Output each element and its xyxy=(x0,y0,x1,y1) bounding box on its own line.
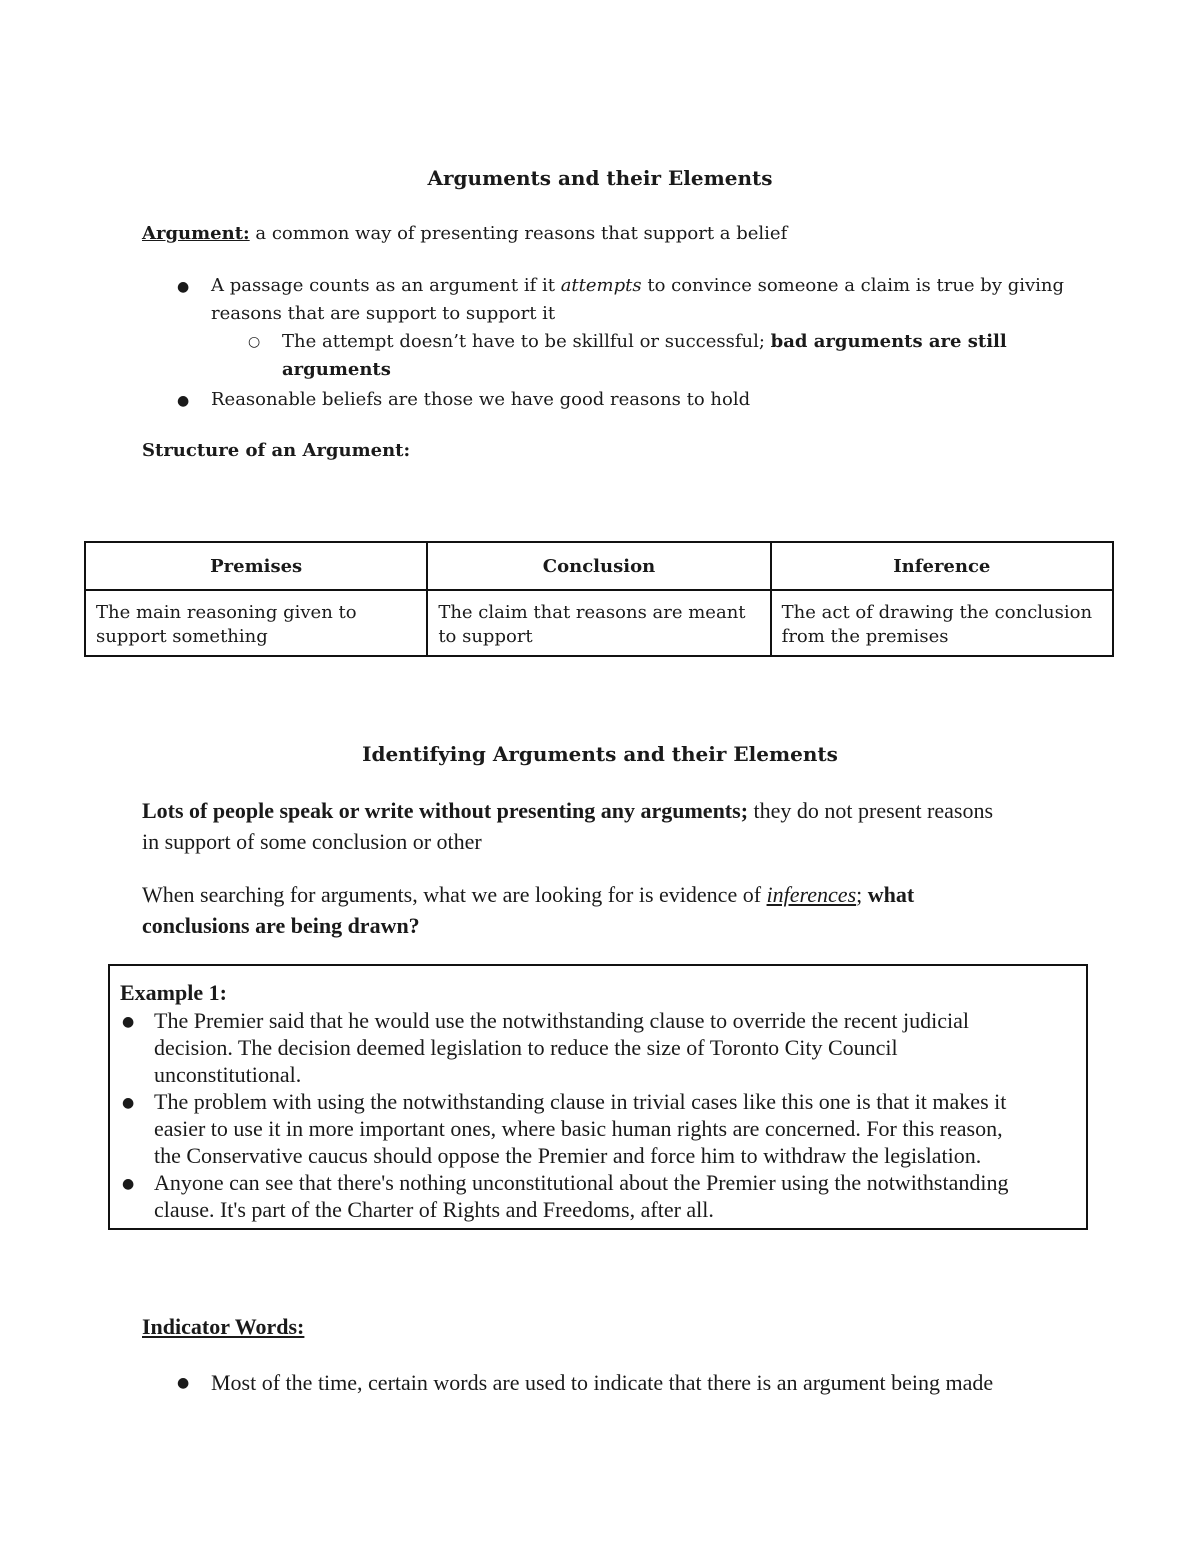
structure-heading: Structure of an Argument: xyxy=(142,440,411,461)
bullet-dot-icon: ● xyxy=(177,279,190,295)
table-cell: The act of drawing the conclusion from the premises xyxy=(771,590,1113,656)
example-box xyxy=(108,964,1088,1230)
table-cell: The main reasoning given to support something xyxy=(85,590,427,656)
argument-label: Argument: xyxy=(142,223,250,244)
list-item: Reasonable beliefs are those we have good reasons to hold xyxy=(211,389,751,410)
list-item: The problem with using the notwithstanding clause in trivial cases like this one is that it makes it easier to use it in more important ones, where basic human rights are concerned. For this reason, the Conservative caucus should oppose the Premier and force him to withdraw the legislation. xyxy=(154,1089,1007,1168)
table-header: Inference xyxy=(771,542,1113,590)
bullet-dot-icon: ● xyxy=(122,1095,135,1111)
list-item: The Premier said that he would use the notwithstanding clause to override the recent judicial decision. The decision deemed legislation to reduce the size of Toronto City Council unconstitutional. xyxy=(154,1008,969,1087)
table-header: Conclusion xyxy=(427,542,770,590)
page-title: Arguments and their Elements xyxy=(427,166,773,190)
bullet-dot-icon: ● xyxy=(122,1176,135,1192)
table-row xyxy=(85,590,1113,656)
list-item: The attempt doesn’t have to be skillful or successful; bad arguments are still arguments xyxy=(282,331,1007,380)
paragraph: Lots of people speak or write without presenting any arguments; they do not present reasons in support of some conclusion or other xyxy=(142,798,994,854)
indicator-heading: Indicator Words: xyxy=(142,1314,305,1339)
argument-definition xyxy=(142,220,787,248)
paragraph: When searching for arguments, what we are looking for is evidence of inferences; what conclusions are being drawn? xyxy=(142,882,915,938)
bullet-dot-icon: ● xyxy=(122,1014,135,1030)
table-header: Premises xyxy=(85,542,427,590)
list-item: Most of the time, certain words are used to indicate that there is an argument being made xyxy=(211,1370,994,1395)
table-header-row xyxy=(85,542,1113,590)
structure-table xyxy=(84,541,1114,657)
list-item: Anyone can see that there's nothing unconstitutional about the Premier using the notwithstanding clause. It's part of the Charter of Rights and Freedoms, after all. xyxy=(154,1170,1009,1222)
bullet-dot-icon: ● xyxy=(177,1375,190,1391)
hollow-bullet-icon: ○ xyxy=(248,334,261,350)
bullet-dot-icon: ● xyxy=(177,393,190,409)
list-item: A passage counts as an argument if it attempts to convince someone a claim is true by giving reasons that are support to support it xyxy=(211,275,1065,324)
argument-text: a common way of presenting reasons that support a belief xyxy=(249,223,788,244)
section-title: Identifying Arguments and their Elements xyxy=(362,742,838,766)
example-label: Example 1: xyxy=(120,980,227,1005)
table-cell: The claim that reasons are meant to support xyxy=(427,590,770,656)
inferences-link[interactable]: inferences xyxy=(766,882,857,907)
